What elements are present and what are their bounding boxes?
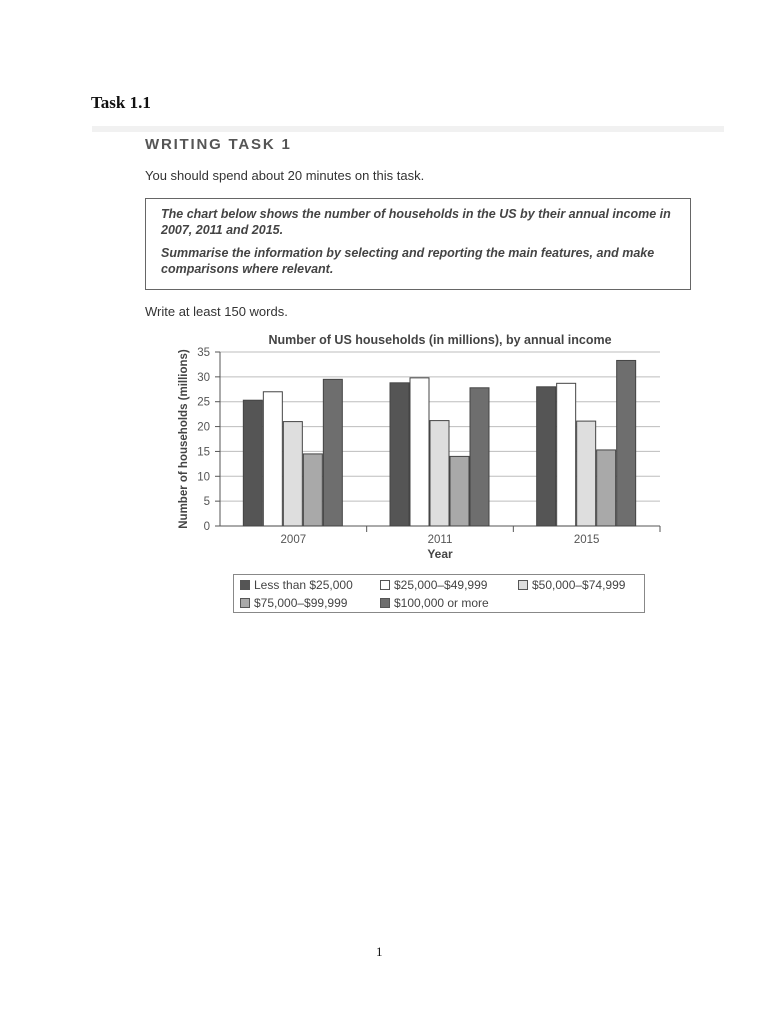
bar <box>303 454 322 526</box>
legend-label: $50,000–$74,999 <box>532 578 626 592</box>
legend-swatch <box>380 598 390 608</box>
bar <box>283 422 302 526</box>
y-tick-label: 35 <box>197 347 210 359</box>
page-heading: Task 1.1 <box>91 93 151 112</box>
y-tick-label: 0 <box>203 521 210 533</box>
legend-label: Less than $25,000 <box>254 578 353 592</box>
bar <box>450 456 469 526</box>
word-count-instruction: Write at least 150 words. <box>145 304 288 319</box>
legend-swatch <box>240 580 250 590</box>
legend-item <box>380 578 487 592</box>
chart-title: Number of US households (in millions), by annual income <box>268 333 612 347</box>
x-tick-label: 2007 <box>280 534 307 546</box>
x-tick-label: 2015 <box>573 534 600 546</box>
legend-item <box>240 596 347 610</box>
x-axis-label: Year <box>427 547 453 561</box>
legend-item <box>380 596 489 610</box>
task-prompt-box <box>145 198 691 290</box>
chart-legend <box>233 574 645 613</box>
legend-label: $100,000 or more <box>394 596 489 610</box>
y-tick-label: 20 <box>197 421 210 434</box>
time-instruction: You should spend about 20 minutes on this task. <box>145 168 425 183</box>
legend-label: $25,000–$49,999 <box>394 578 488 592</box>
writing-task-title: WRITING TASK 1 <box>145 136 292 153</box>
bar-chart <box>170 330 670 568</box>
legend-swatch <box>518 580 528 590</box>
y-tick-label: 25 <box>197 396 210 409</box>
bar <box>557 383 576 526</box>
prompt-instruction: Summarise the information by selecting and reporting the main features, and make comparisons where relevant. <box>161 246 655 276</box>
y-axis-label: Number of households (millions) <box>178 349 190 529</box>
legend-swatch <box>380 580 390 590</box>
y-tick-label: 30 <box>197 371 210 384</box>
legend-swatch <box>240 598 250 608</box>
page-number: 1 <box>376 944 383 959</box>
bar <box>577 421 596 526</box>
bar <box>597 450 616 526</box>
y-tick-label: 15 <box>197 446 210 459</box>
y-tick-label: 10 <box>197 471 210 484</box>
scan-strip <box>92 126 724 132</box>
bar <box>323 379 342 526</box>
x-tick-label: 2011 <box>427 534 453 546</box>
prompt-description: The chart below shows the number of households in the US by their annual income in 2007, 2011 and 2015. <box>161 207 671 237</box>
bar <box>537 387 556 526</box>
legend-label: $75,000–$99,999 <box>254 596 348 610</box>
bar <box>430 421 449 526</box>
legend-item <box>518 578 625 592</box>
bar <box>263 392 282 526</box>
bar <box>410 378 429 526</box>
y-tick-label: 5 <box>203 496 210 509</box>
bar <box>470 388 489 526</box>
bar <box>617 360 636 526</box>
bar <box>243 400 262 526</box>
bar <box>390 383 409 526</box>
legend-item <box>240 578 353 592</box>
